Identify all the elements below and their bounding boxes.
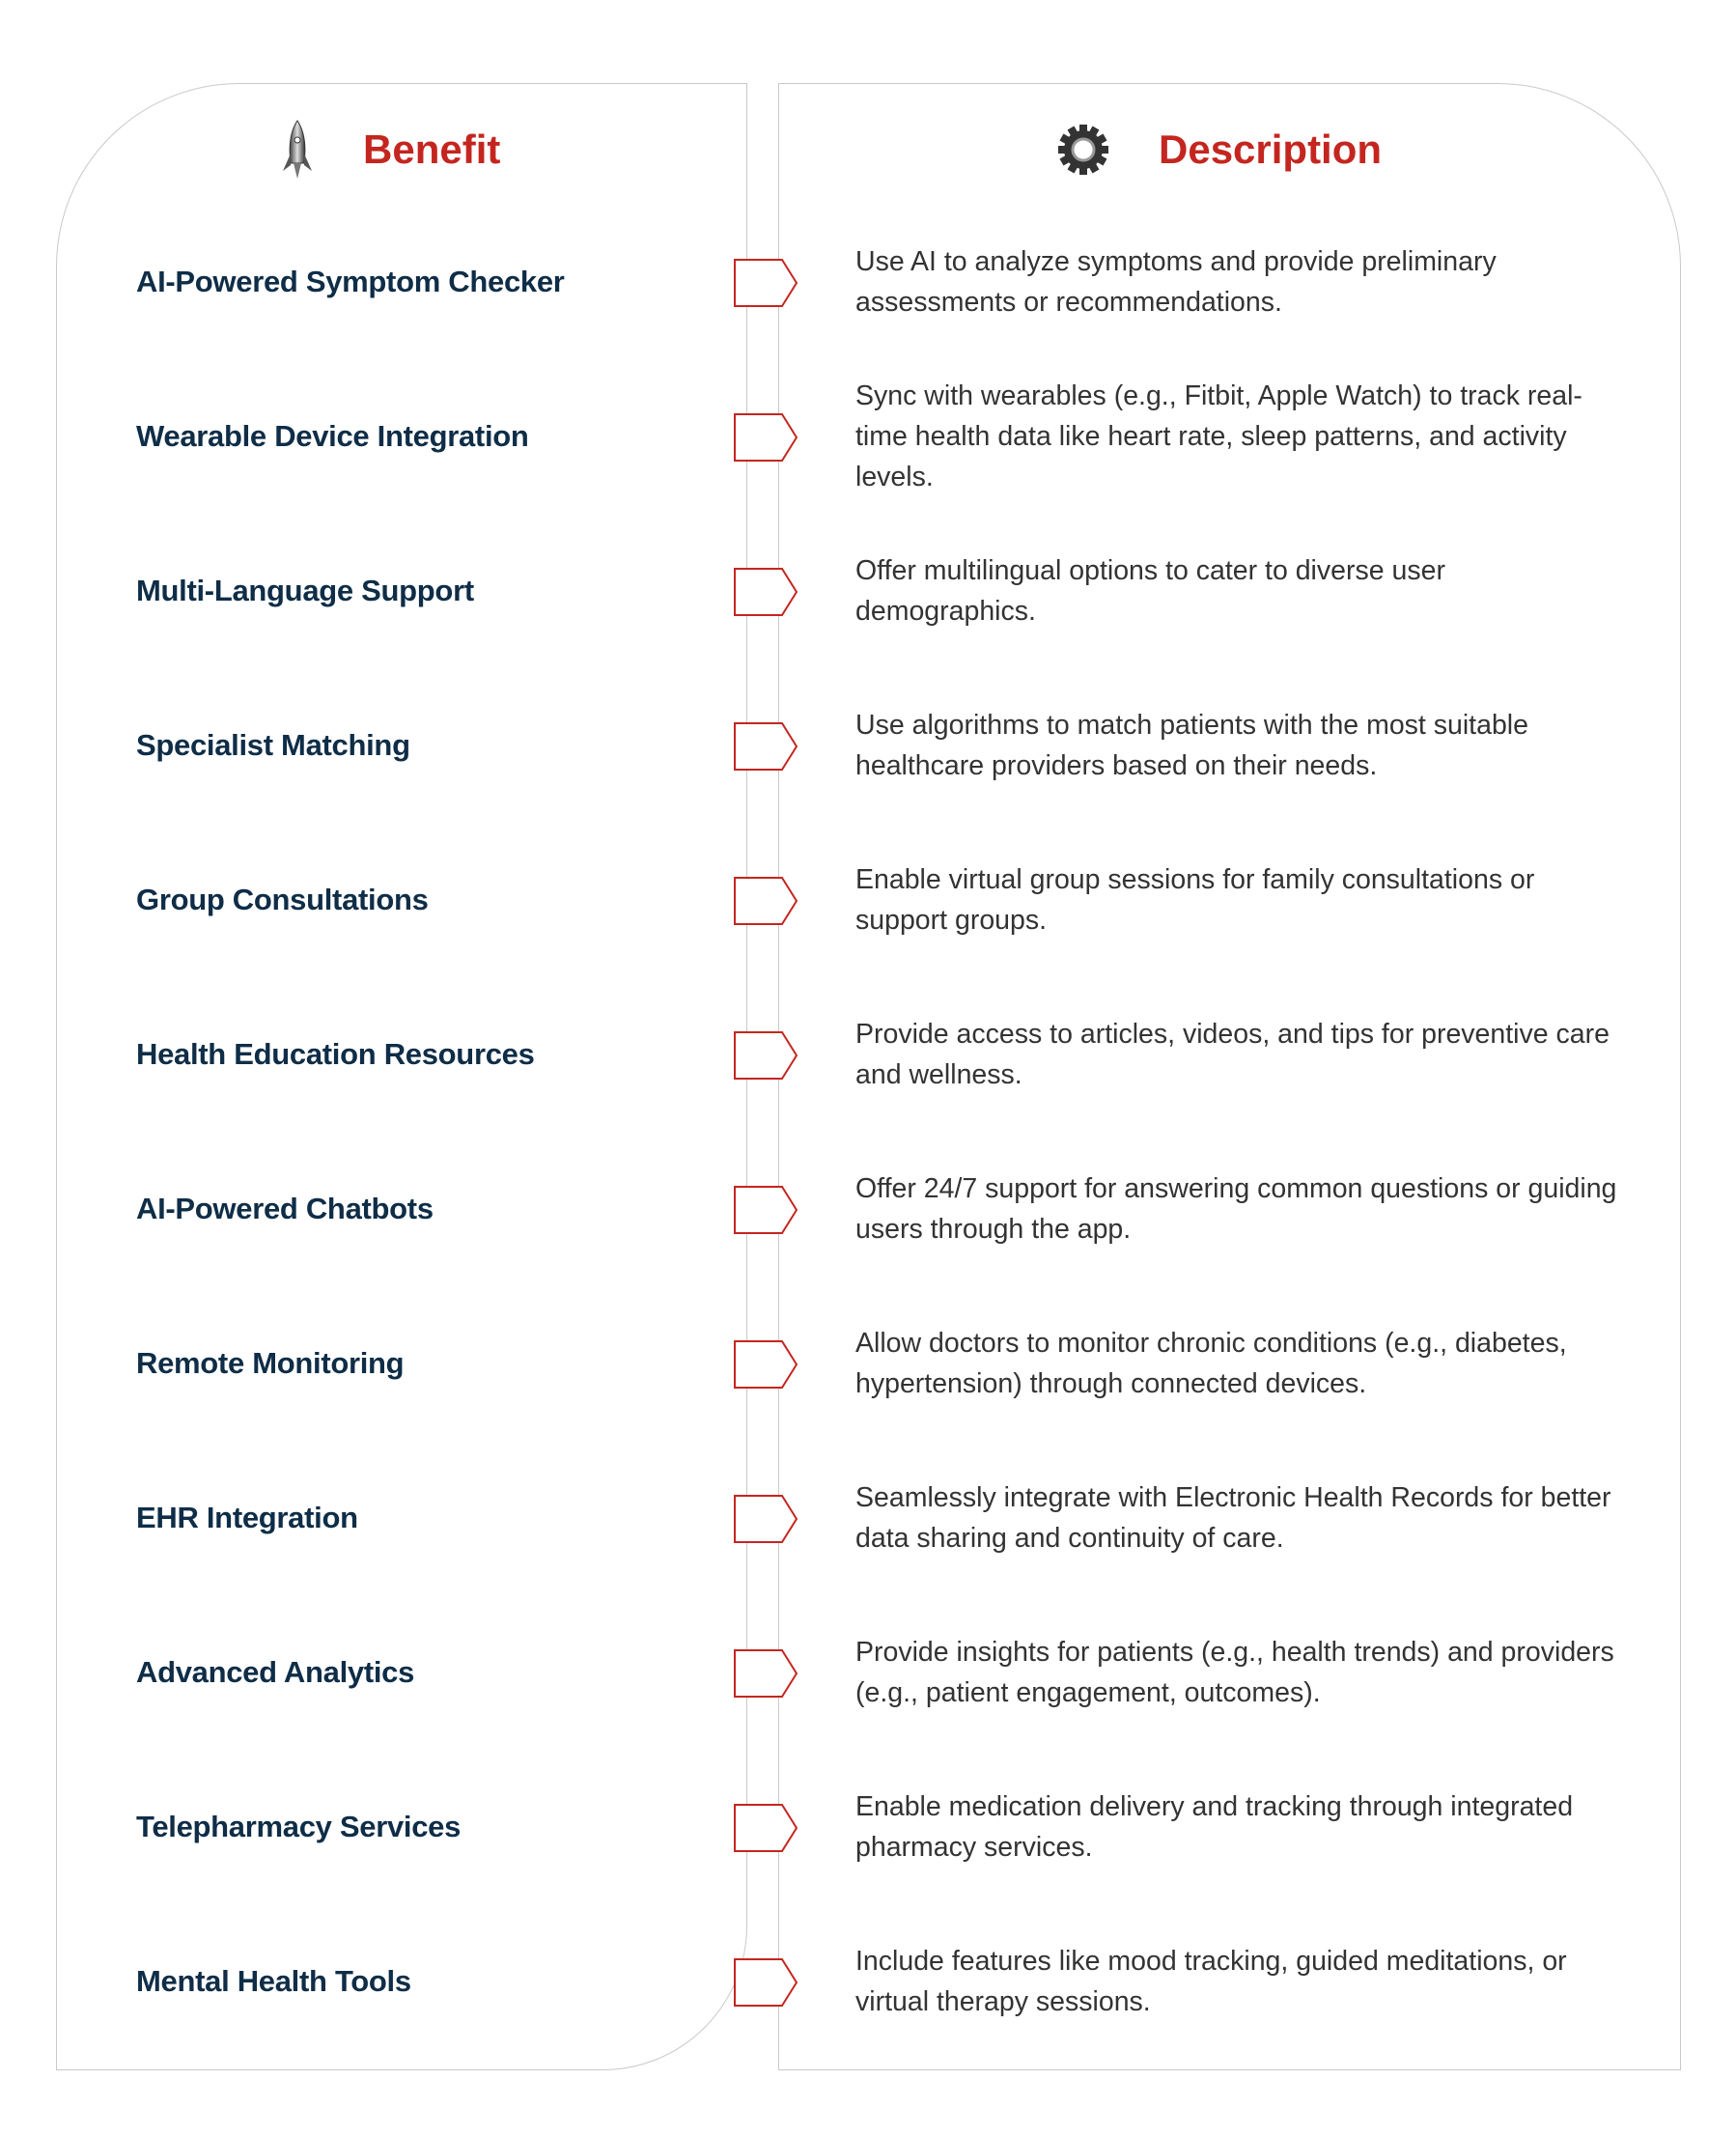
benefit-name: AI-Powered Chatbots [136,1192,434,1225]
benefit-name: Advanced Analytics [136,1655,415,1689]
arrow-tag-icon [734,1031,798,1080]
benefit-name: Telepharmacy Services [136,1810,462,1843]
benefit-row [0,514,1736,668]
benefit-description: Allow doctors to monitor chronic conditions (e.g., diabetes, hypertension) through connected devices. [855,1328,1567,1399]
benefit-row [0,1904,1736,2059]
benefit-row [0,1750,1736,1904]
benefit-description: Enable medication delivery and tracking through integrated pharmacy services. [855,1791,1574,1863]
benefit-description: Offer 24/7 support for answering common questions or guiding users through the app. [855,1173,1617,1245]
arrow-tag-icon [734,722,798,771]
benefit-name: Specialist Matching [136,728,410,762]
arrow-tag-icon [734,259,798,307]
arrow-tag-icon [734,1958,798,2007]
benefit-name: Remote Monitoring [136,1346,405,1380]
gear-icon [1056,123,1110,177]
benefit-description: Seamlessly integrate with Electronic Health Records for better data sharing and continuity of care. [855,1482,1611,1554]
benefit-row [0,977,1736,1132]
arrow-tag-icon [734,1649,798,1698]
benefit-description: Enable virtual group sessions for family consultations or support groups. [855,864,1535,936]
benefit-description: Offer multilingual options to cater to diverse user demographics. [855,555,1445,627]
benefit-row [0,205,1736,359]
benefit-name: Mental Health Tools [136,1964,411,1998]
benefit-row [0,359,1736,514]
benefit-name: EHR Integration [136,1501,358,1534]
arrow-tag-icon [734,413,798,462]
arrow-tag-icon [734,568,798,616]
benefit-description: Use algorithms to match patients with the most suitable healthcare providers based on their needs. [855,710,1528,781]
rocket-icon [280,119,315,181]
benefit-column-title: Benefit [363,126,501,172]
arrow-tag-icon [734,1186,798,1234]
arrow-tag-icon [734,1804,798,1852]
benefit-row [0,1595,1736,1750]
benefit-name: AI-Powered Symptom Checker [136,265,565,298]
description-column-title: Description [1159,126,1383,172]
benefit-name: Health Education Resources [136,1037,535,1071]
benefit-description: Include features like mood tracking, guided meditations, or virtual therapy sessions. [855,1946,1567,2017]
arrow-tag-icon [734,1495,798,1543]
benefit-row [0,1286,1736,1441]
benefit-name: Multi-Language Support [136,574,474,607]
arrow-tag-icon [734,1340,798,1389]
arrow-tag-icon [734,877,798,925]
description-header [1056,121,1382,179]
benefit-header [280,121,500,179]
benefit-description: Provide insights for patients (e.g., health trends) and providers (e.g., patient engagement, outcomes). [855,1637,1614,1708]
benefit-row [0,1132,1736,1286]
benefit-description: Provide access to articles, videos, and tips for preventive care and wellness. [855,1019,1610,1090]
benefit-description: Sync with wearables (e.g., Fitbit, Apple Watch) to track real-time health data like heart rate, sleep patterns, and activity levels. [855,380,1582,492]
benefit-description: Use AI to analyze symptoms and provide preliminary assessments or recommendations. [855,246,1497,318]
benefit-row [0,823,1736,977]
benefit-name: Wearable Device Integration [136,419,529,453]
benefit-row [0,1441,1736,1595]
benefit-name: Group Consultations [136,883,429,916]
benefit-row [0,668,1736,823]
